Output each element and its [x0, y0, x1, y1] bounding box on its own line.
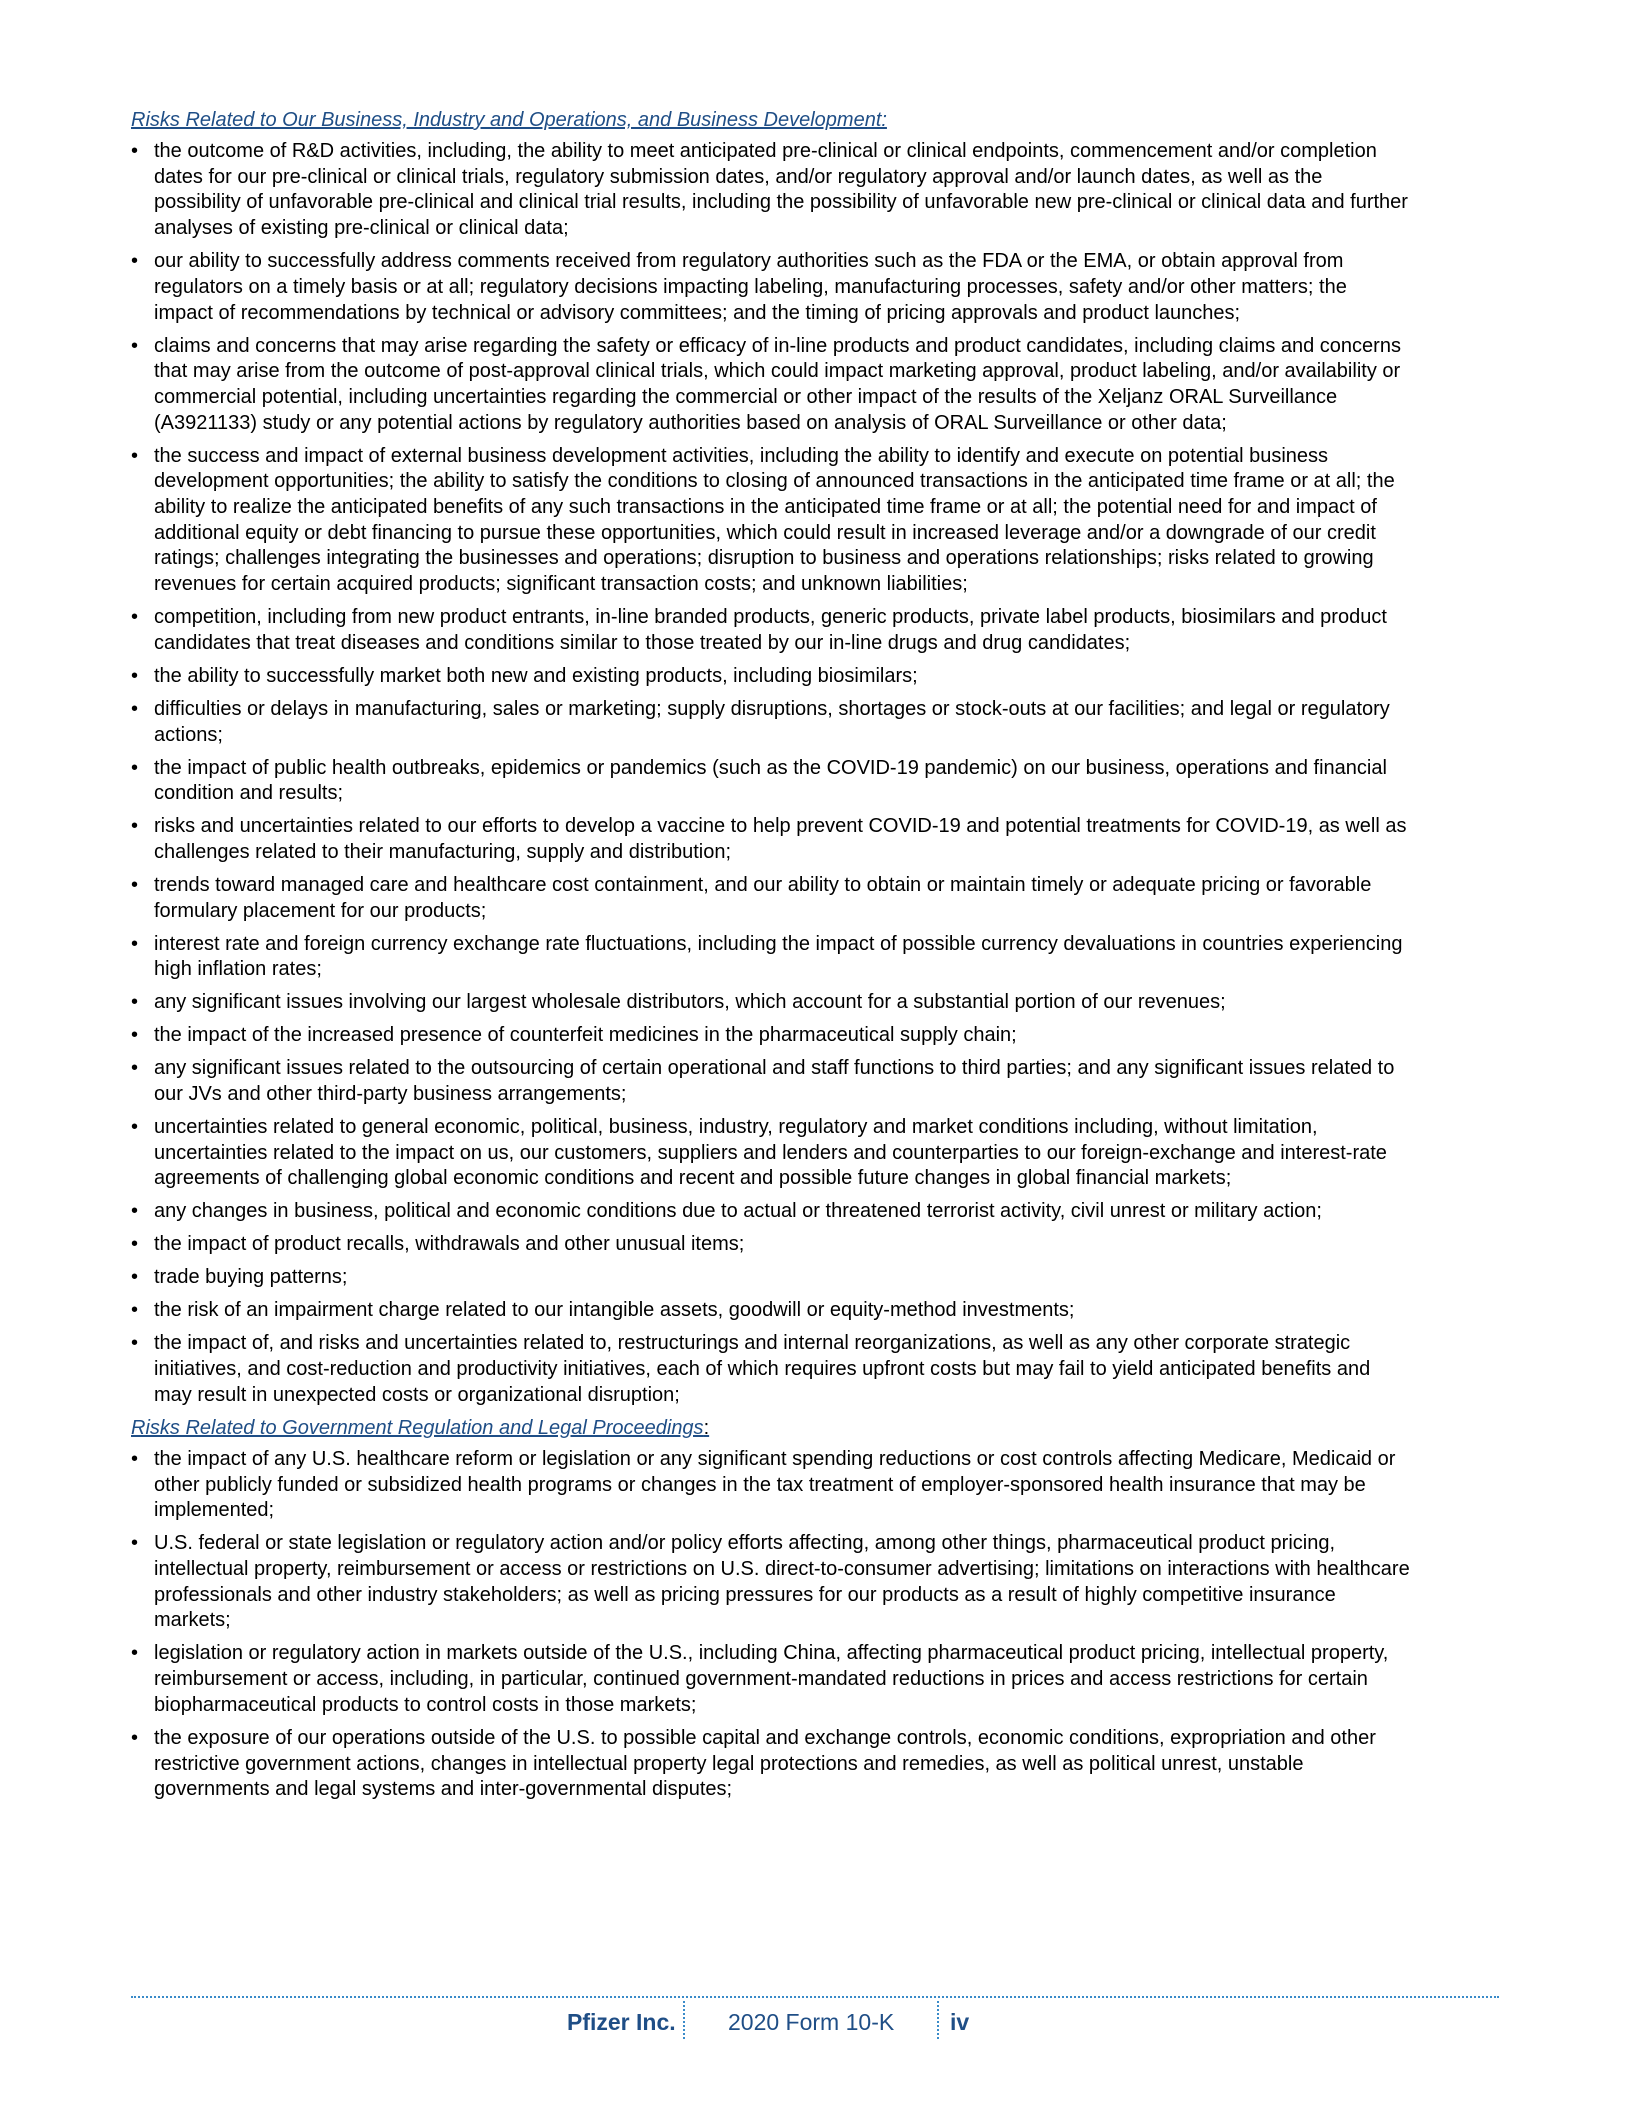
risk-list-item: • the impact of any U.S. healthcare reform or legislation or any significant spending reductions or cost controls affecting Medicare, Medicaid or other publicly funded or subsidized health programs or changes in the tax treatment of employer-sponsored health insurance that may be implemented;	[131, 1447, 1411, 1524]
risk-list-item: • uncertainties related to general economic, political, business, industry, regulatory and market conditions including, without limitation, uncertainties related to the impact on us, our customers, suppliers and lenders and counterparties to our foreign-exchange and interest-rate agreements of challenging global economic conditions and recent and possible future changes in global financial markets;	[131, 1115, 1411, 1192]
section-heading-business-risks	[131, 108, 1411, 133]
risk-list-item: • claims and concerns that may arise regarding the safety or efficacy of in-line products and product candidates, including claims and concerns that may arise from the outcome of post-approval clinical trials, which could impact marketing approval, product labeling, and/or availability or commercial potential, including uncertainties regarding the commercial or other impact of the results of the Xeljanz ORAL Surveillance (A3921133) study or any potential actions by regulatory authorities based on analysis of ORAL Surveillance or other data;	[131, 334, 1411, 437]
section-heading-text: Risks Related to Government Regulation and Legal Proceedings	[131, 1416, 704, 1439]
risk-list-item: • the impact of, and risks and uncertainties related to, restructurings and internal reorganizations, as well as any other corporate strategic initiatives, and cost-reduction and productivity initiatives, each of which requires upfront costs but may fail to yield anticipated benefits and may result in unexpected costs or organizational disruption;	[131, 1331, 1411, 1408]
document-body	[131, 108, 1411, 1810]
risk-list-item: • the outcome of R&D activities, including, the ability to meet anticipated pre-clinical or clinical endpoints, commencement and/or completion dates for our pre-clinical or clinical trials, regulatory submission dates, and/or regulatory approval and/or launch dates, as well as the possibility of unfavorable pre-clinical and clinical trial results, including the possibility of unfavorable new pre-clinical or clinical data and further analyses of existing pre-clinical or clinical data;	[131, 139, 1411, 242]
risk-list-item: • interest rate and foreign currency exchange rate fluctuations, including the impact of possible currency devaluations in countries experiencing high inflation rates;	[131, 932, 1411, 983]
risk-list-item: • any significant issues related to the outsourcing of certain operational and staff functions to third parties; and any significant issues related to our JVs and other third-party business arrangements;	[131, 1056, 1411, 1107]
footer-separator	[937, 2001, 939, 2039]
risk-list-item: • the impact of product recalls, withdrawals and other unusual items;	[131, 1232, 1411, 1258]
section-heading-regulation-risks	[131, 1416, 1411, 1441]
risk-list-item: • U.S. federal or state legislation or regulatory action and/or policy efforts affecting, among other things, pharmaceutical product pricing, intellectual property, reimbursement or access or restrictions on U.S. direct-to-consumer advertising; limitations on interactions with healthcare professionals and other industry stakeholders; as well as pricing pressures for our products as a result of highly competitive insurance markets;	[131, 1531, 1411, 1634]
footer-separator	[683, 2001, 685, 2039]
risk-list-item: • the impact of the increased presence of counterfeit medicines in the pharmaceutical supply chain;	[131, 1023, 1411, 1049]
page-footer	[0, 2001, 1631, 2041]
risk-list-item: • trends toward managed care and healthcare cost containment, and our ability to obtain or maintain timely or adequate pricing or favorable formulary placement for our products;	[131, 873, 1411, 924]
risk-list-item: • the ability to successfully market both new and existing products, including biosimilars;	[131, 664, 1411, 690]
footer-company-name: Pfizer Inc.	[567, 2009, 676, 2035]
risk-list-item: • competition, including from new product entrants, in-line branded products, generic products, private label products, biosimilars and product candidates that treat diseases and conditions similar to those treated by our in-line drugs and drug candidates;	[131, 605, 1411, 656]
risk-list-item: • difficulties or delays in manufacturing, sales or marketing; supply disruptions, shortages or stock-outs at our facilities; and legal or regulatory actions;	[131, 697, 1411, 748]
risk-list-item: • any changes in business, political and economic conditions due to actual or threatened terrorist activity, civil unrest or military action;	[131, 1199, 1411, 1225]
footer-page-number: iv	[950, 2009, 970, 2035]
risk-list-item: • our ability to successfully address comments received from regulatory authorities such as the FDA or the EMA, or obtain approval from regulators on a timely basis or at all; regulatory decisions impacting labeling, manufacturing processes, safety and/or other matters; the impact of recommendations by technical or advisory committees; and the timing of pricing approvals and product launches;	[131, 249, 1411, 326]
risk-list-business	[131, 139, 1411, 1409]
footer-divider	[131, 1996, 1499, 1998]
risk-list-item: • the exposure of our operations outside of the U.S. to possible capital and exchange controls, economic conditions, expropriation and other restrictive government actions, changes in intellectual property legal protections and remedies, as well as political unrest, unstable governments and legal systems and inter-governmental disputes;	[131, 1726, 1411, 1803]
risk-list-item: • risks and uncertainties related to our efforts to develop a vaccine to help prevent COVID-19 and potential treatments for COVID-19, as well as challenges related to their manufacturing, supply and distribution;	[131, 814, 1411, 865]
section-heading-text: Risks Related to Our Business, Industry and Operations, and Business Development:	[131, 109, 887, 131]
section-heading-colon: :	[703, 1416, 710, 1439]
risk-list-item: • the success and impact of external business development activities, including the ability to identify and execute on potential business development opportunities; the ability to satisfy the conditions to closing of announced transactions in the anticipated time frame or at all; the ability to realize the anticipated benefits of any such transactions in the anticipated time frame or at all; the potential need for and impact of additional equity or debt financing to pursue these opportunities, which could result in increased leverage and/or a downgrade of our credit ratings; challenges integrating the businesses and operations; disruption to business and operations relationships; risks related to growing revenues for certain acquired products; significant transaction costs; and unknown liabilities;	[131, 444, 1411, 598]
risk-list-item: • the impact of public health outbreaks, epidemics or pandemics (such as the COVID-19 pandemic) on our business, operations and financial condition and results;	[131, 756, 1411, 807]
risk-list-regulation	[131, 1447, 1411, 1803]
risk-list-item: • any significant issues involving our largest wholesale distributors, which account for a substantial portion of our revenues;	[131, 990, 1411, 1016]
footer-form-label: 2020 Form 10-K	[728, 2009, 895, 2035]
risk-list-item: • trade buying patterns;	[131, 1265, 1411, 1291]
risk-list-item: • the risk of an impairment charge related to our intangible assets, goodwill or equity-method investments;	[131, 1298, 1411, 1324]
risk-list-item: • legislation or regulatory action in markets outside of the U.S., including China, affecting pharmaceutical product pricing, intellectual property, reimbursement or access, including, in particular, continued government-mandated reductions in prices and access restrictions for certain biopharmaceutical products to control costs in those markets;	[131, 1641, 1411, 1718]
